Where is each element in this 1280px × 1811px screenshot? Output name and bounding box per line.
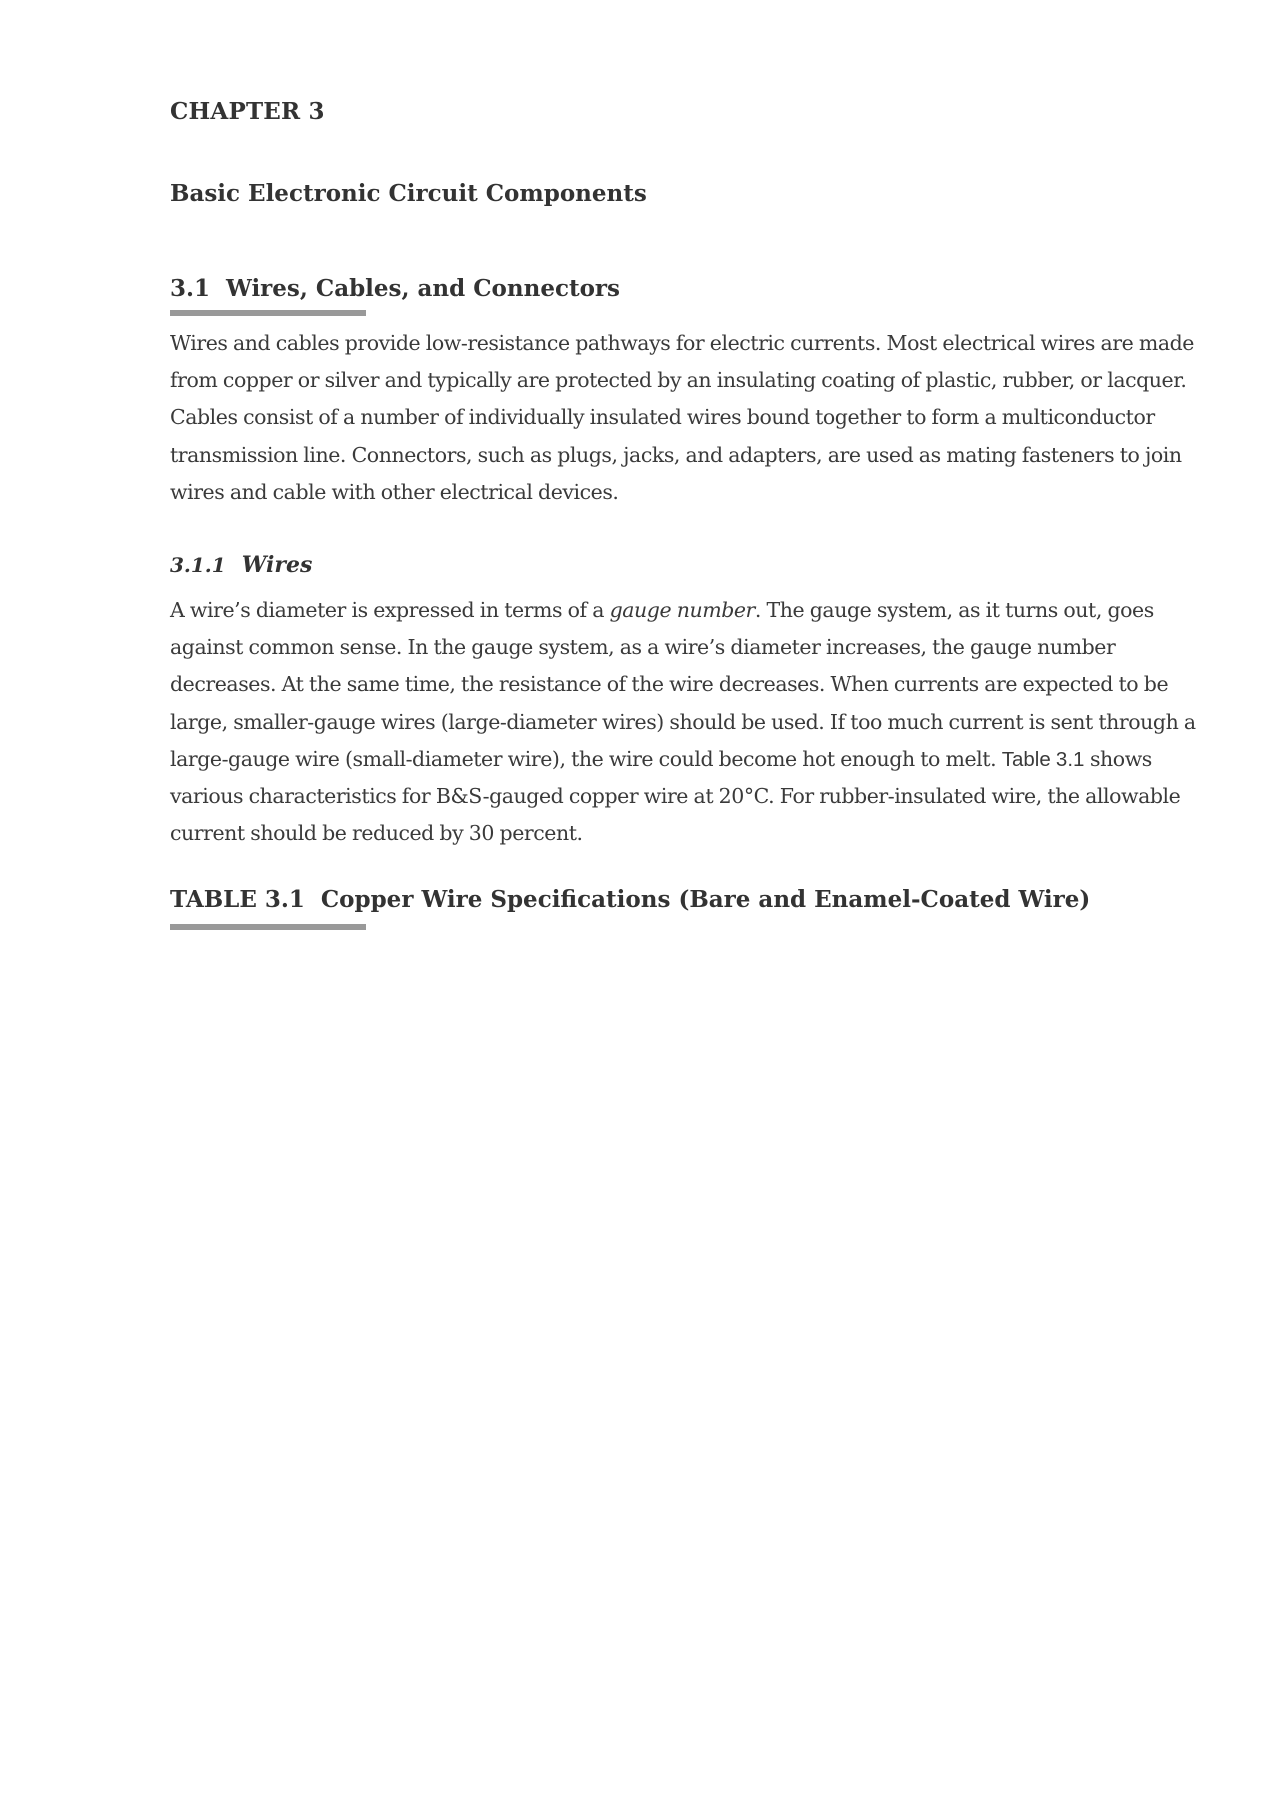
paragraph-line: decreases. At the same time, the resistance of the wire decreases. When currents are expected to be	[170, 672, 1169, 697]
paragraph-line: transmission line. Connectors, such as plugs, jacks, and adapters, are used as mating fasteners to join	[170, 442, 1182, 467]
paragraph-line: large, smaller-gauge wires (large-diameter wires) should be used. If too much current is sent through a	[170, 709, 1196, 734]
paragraph-line	[170, 741, 1210, 778]
paragraph-line	[170, 592, 1210, 629]
paragraph-line: from copper or silver and typically are protected by an insulating coating of plastic, rubber, or lacquer.	[170, 368, 1187, 393]
text-run: large-gauge wire (small-diameter wire), the wire could become hot enough to melt.	[170, 746, 1002, 771]
subsection-title: Wires	[241, 552, 313, 578]
text-run: shows	[1084, 746, 1152, 771]
section-heading-rule	[170, 310, 366, 316]
table-reference-link[interactable]: Table 3.1	[1001, 747, 1085, 771]
table-number: TABLE 3.1	[170, 886, 305, 913]
section-title: Wires, Cables, and Connectors	[226, 275, 620, 302]
table-title: Copper Wire Specifications (Bare and Enamel-Coated Wire)	[320, 886, 1091, 913]
text-run: . The gauge system, as it turns out, goes	[754, 598, 1154, 622]
emphasized-term: gauge number	[609, 598, 755, 622]
paragraph-line: against common sense. In the gauge system, as a wire’s diameter increases, the gauge number	[170, 635, 1116, 660]
paragraph-line: Wires and cables provide low-resistance pathways for electric currents. Most electrical wires are made	[170, 331, 1194, 355]
chapter-label: CHAPTER 3	[170, 98, 325, 125]
text-run: A wire’s diameter is expressed in terms of a	[170, 598, 610, 622]
subsection-heading	[170, 552, 312, 578]
paragraph-line: wires and cable with other electrical devices.	[170, 479, 619, 504]
paragraph-line: current should be reduced by 30 percent.	[170, 821, 583, 846]
section-paragraph	[170, 325, 1210, 511]
section-heading	[170, 275, 620, 302]
subsection-number: 3.1.1	[170, 553, 226, 577]
subsection-paragraph	[170, 592, 1210, 852]
section-number: 3.1	[170, 275, 211, 302]
paragraph-line: Cables consist of a number of individually insulated wires bound together to form a multiconductor	[170, 405, 1155, 430]
paragraph-line: various characteristics for B&S-gauged copper wire at 20°C. For rubber-insulated wire, the allowable	[170, 784, 1181, 809]
table-caption-rule	[170, 924, 366, 930]
table-caption	[170, 886, 1090, 913]
chapter-title: Basic Electronic Circuit Components	[170, 180, 647, 207]
